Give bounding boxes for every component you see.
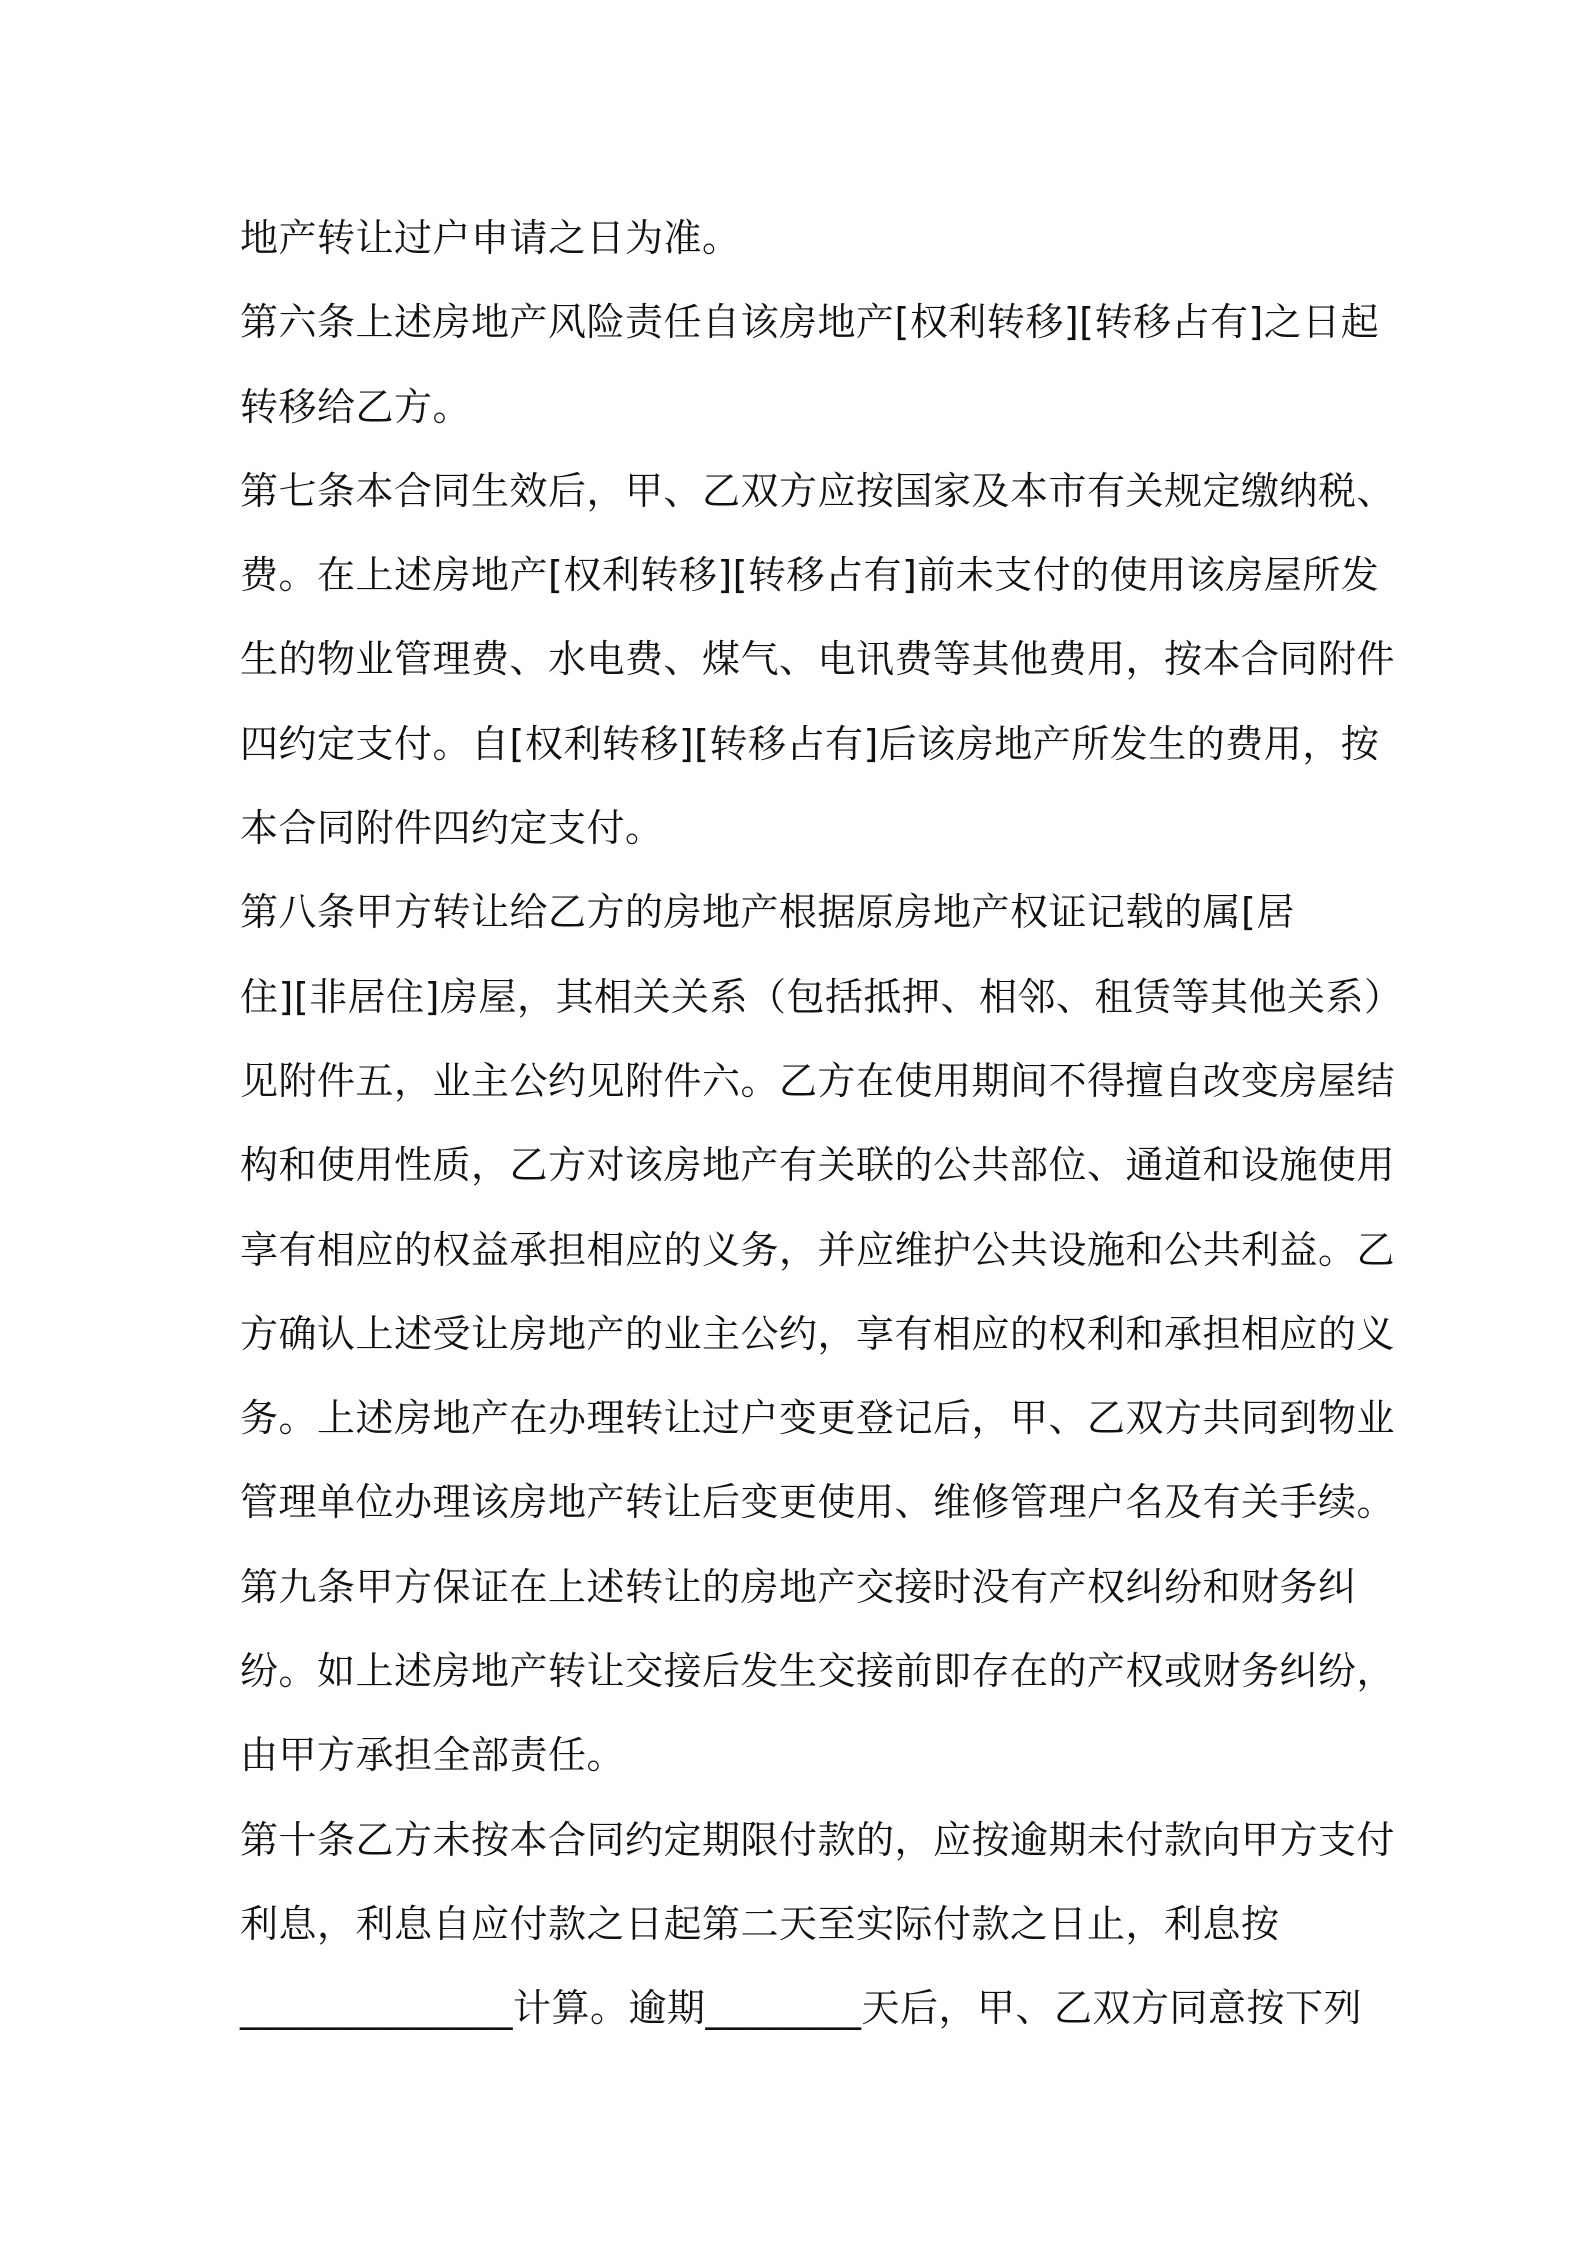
text-line: 生的物业管理费、水电费、煤气、电讯费等其他费用，按本合同附件	[240, 637, 1396, 682]
text-line: 务。上述房地产在办理转让过户变更登记后，甲、乙双方共同到物业	[240, 1396, 1396, 1441]
text-line: 享有相应的权益承担相应的义务，并应维护公共设施和公共利益。乙	[240, 1227, 1396, 1272]
text-line: 第六条上述房地产风险责任自该房地产[权利转移][转移占有]之日起	[240, 300, 1380, 345]
text-line: 本合同附件四约定支付。	[240, 806, 664, 851]
text-line: 住][非居住]房屋，其相关关系（包括抵押、相邻、租赁等其他关系）	[240, 974, 1403, 1019]
text-line: 方确认上述受让房地产的业主公约，享有相应的权利和承担相应的义	[240, 1311, 1396, 1356]
text-line: 第九条甲方保证在上述转让的房地产交接时没有产权纠纷和财务纠	[240, 1564, 1357, 1609]
text-line: 见附件五，业主公约见附件六。乙方在使用期间不得擅自改变房屋结	[240, 1058, 1396, 1103]
text-line: 管理单位办理该房地产转让后变更使用、维修管理户名及有关手续。	[240, 1480, 1396, 1525]
text-line: 四约定支付。自[权利转移][转移占有]后该房地产所发生的费用，按	[240, 721, 1380, 766]
contract-body-text	[240, 196, 1403, 2051]
text-line: 第十条乙方未按本合同约定期限付款的，应按逾期未付款向甲方支付	[240, 1817, 1396, 1862]
text-line: 费。在上述房地产[权利转移][转移占有]前未支付的使用该房屋所发	[240, 553, 1380, 598]
text-line: 构和使用性质，乙方对该房地产有关联的公共部位、通道和设施使用	[240, 1143, 1396, 1188]
text-line: 转移给乙方。	[240, 384, 472, 429]
text-line: 地产转让过户申请之日为准。	[240, 216, 741, 260]
text-line: 第七条本合同生效后，甲、乙双方应按国家及本市有关规定缴纳税、	[240, 468, 1396, 513]
text-line: 第八条甲方转让给乙方的房地产根据原房地产权证记载的属[居	[240, 890, 1295, 935]
text-line: 由甲方承担全部责任。	[240, 1733, 626, 1778]
text-line: 纷。如上述房地产转让交接后发生交接前即存在的产权或财务纠纷，	[240, 1649, 1396, 1694]
text-line: 利息，利息自应付款之日起第二天至实际付款之日止，利息按	[240, 1901, 1280, 1946]
text-line: ______________计算。逾期________天后，甲、乙双方同意按下列	[240, 1986, 1363, 2031]
